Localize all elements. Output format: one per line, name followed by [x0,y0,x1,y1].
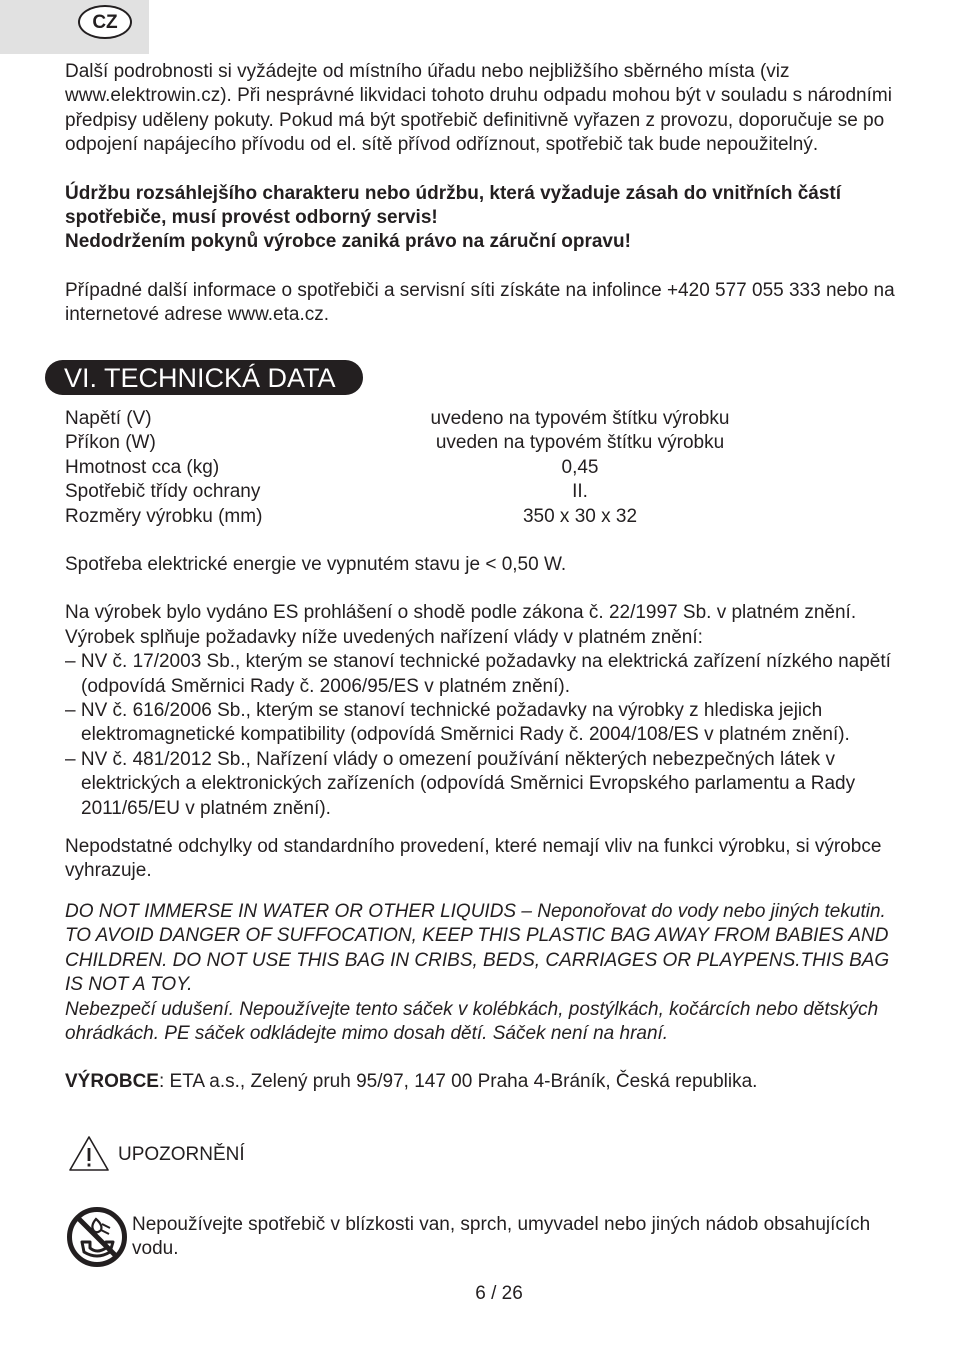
spec-row [65,480,785,504]
bag-warning-czech: Nebezpečí udušení. Nepoužívejte tento sáček v kolébkách, postýlkách, kočárcích nebo dětských ohrádkách. PE sáček odkládejte mimo dosah dětí. Sáček není na hraní. [65,998,879,1044]
spec-row [65,431,785,455]
spec-value: 350 x 30 x 32 [522,505,638,527]
service-warning: Údržbu rozsáhlejšího charakteru nebo údržbu, která vyžaduje zásah do vnitřních částí spotřebiče, musí provést odborný servis! [65,182,842,229]
no-water-warning: Nepoužívejte spotřebič v blízkosti van, sprch, umyvadel nebo jiných nádob obsahujících vodu. [132,1214,871,1260]
regulation-item: – NV č. 481/2012 Sb., Nařízení vlády o omezení používání některých nebezpečných látek v elektrických a elektronických zařízeních (odpovídá Směrnici Evropského parlamentu a Rady 2011/65/EU v platném znění). [65,748,856,819]
spec-label: Spotřebič třídy ochrany [65,481,261,503]
bag-warning-english: DO NOT IMMERSE IN WATER OR OTHER LIQUIDS – Neponořovat do vody nebo jiných tekutin. TO AVOID DANGER OF SUFFOCATION, KEEP THIS PLASTIC BAG AWAY FROM BABIES AND CHILDREN. DO NOT USE THIS BAG IN CRIBS, BEDS, CARRIAGES OR PLAYPENS.THIS BAG IS NOT A TOY. [65,900,890,996]
caution-label: UPOZORNĚNÍ [118,1144,245,1165]
language-badge: CZ [78,5,132,39]
language-tab [0,0,149,54]
spec-row [65,407,785,431]
warning-triangle-icon [68,1135,110,1173]
spec-value: uveden na typovém štítku výrobku [435,432,725,454]
warranty-warning: Nedodržením pokynů výrobce zaniká právo na záruční opravu! [65,231,631,253]
section-heading: VI. TECHNICKÁ DATA [45,360,363,395]
spec-label: Hmotnost cca (kg) [65,456,220,478]
declaration-paragraph: Na výrobek bylo vydáno ES prohlášení o shodě podle zákona č. 22/1997 Sb. v platném znění. Výrobek splňuje požadavky níže uvedených nařízení vlády v platném znění: [65,602,857,648]
deviation-paragraph: Nepodstatné odchylky od standardního provedení, které nemají vliv na funkci výrobku, si výrobce vyhrazuje. [65,836,882,882]
spec-row [65,456,785,480]
manufacturer-label: VÝROBCE [65,1071,159,1093]
manufacturer-line [65,1070,895,1094]
standby-paragraph: Spotřeba elektrické energie ve vypnutém stavu je < 0,50 W. [65,554,567,575]
spacer [65,158,895,182]
spec-value: uvedeno na typovém štítku výrobku [430,408,730,429]
spacer [65,577,895,601]
spec-table [65,407,785,529]
spec-label: Příkon (W) [65,432,156,454]
compliance-section [65,553,895,1095]
page-number: 6 / 26 [475,1283,523,1304]
spacer [65,255,895,279]
spec-value: 0,45 [561,456,599,478]
spec-label: Rozměry výrobku (mm) [65,505,263,527]
intro-section [65,60,895,328]
spacer [65,884,895,900]
disposal-paragraph: Další podrobnosti si vyžádejte od místního úřadu nebo nejbližšího sběrného místa (viz www.elektrowin.cz). Při nesprávné likvidaci tohoto druhu odpadu mohou být v souladu s národními předpisy uděleny pokuty. Pokud má být spotřebič definitivně vyřazen z provozu, doporučuje se po odpojení napájecího přívodu od el. sítě přívod odříznout, spotřebič tak bude nepoužitelný. [65,61,892,156]
manufacturer-address: : ETA a.s., Zelený pruh 95/97, 147 00 Praha 4-Bráník, Česká republika. [158,1071,758,1093]
spacer [65,821,895,835]
spec-value: II. [572,481,588,503]
spec-row [65,505,785,529]
spacer [65,1046,895,1070]
regulation-item: – NV č. 616/2006 Sb., kterým se stanoví technické požadavky na výrobky z hlediska jejich elektromagnetické kompatibility (odpovídá Směrnici Rady č. 2004/108/ES v platném znění). [65,700,850,746]
info-paragraph: Případné další informace o spotřebiči a servisní síti získáte na infolince +420 577 055 333 nebo na internetové adrese www.eta.cz. [65,279,895,326]
no-water-use-icon [66,1206,128,1268]
regulation-item: – NV č. 17/2003 Sb., kterým se stanoví technické požadavky na elektrická zařízení nízkého napětí (odpovídá Směrnici Rady č. 2006/95/ES v platném znění). [65,651,891,697]
spec-label: Napětí (V) [65,408,152,429]
